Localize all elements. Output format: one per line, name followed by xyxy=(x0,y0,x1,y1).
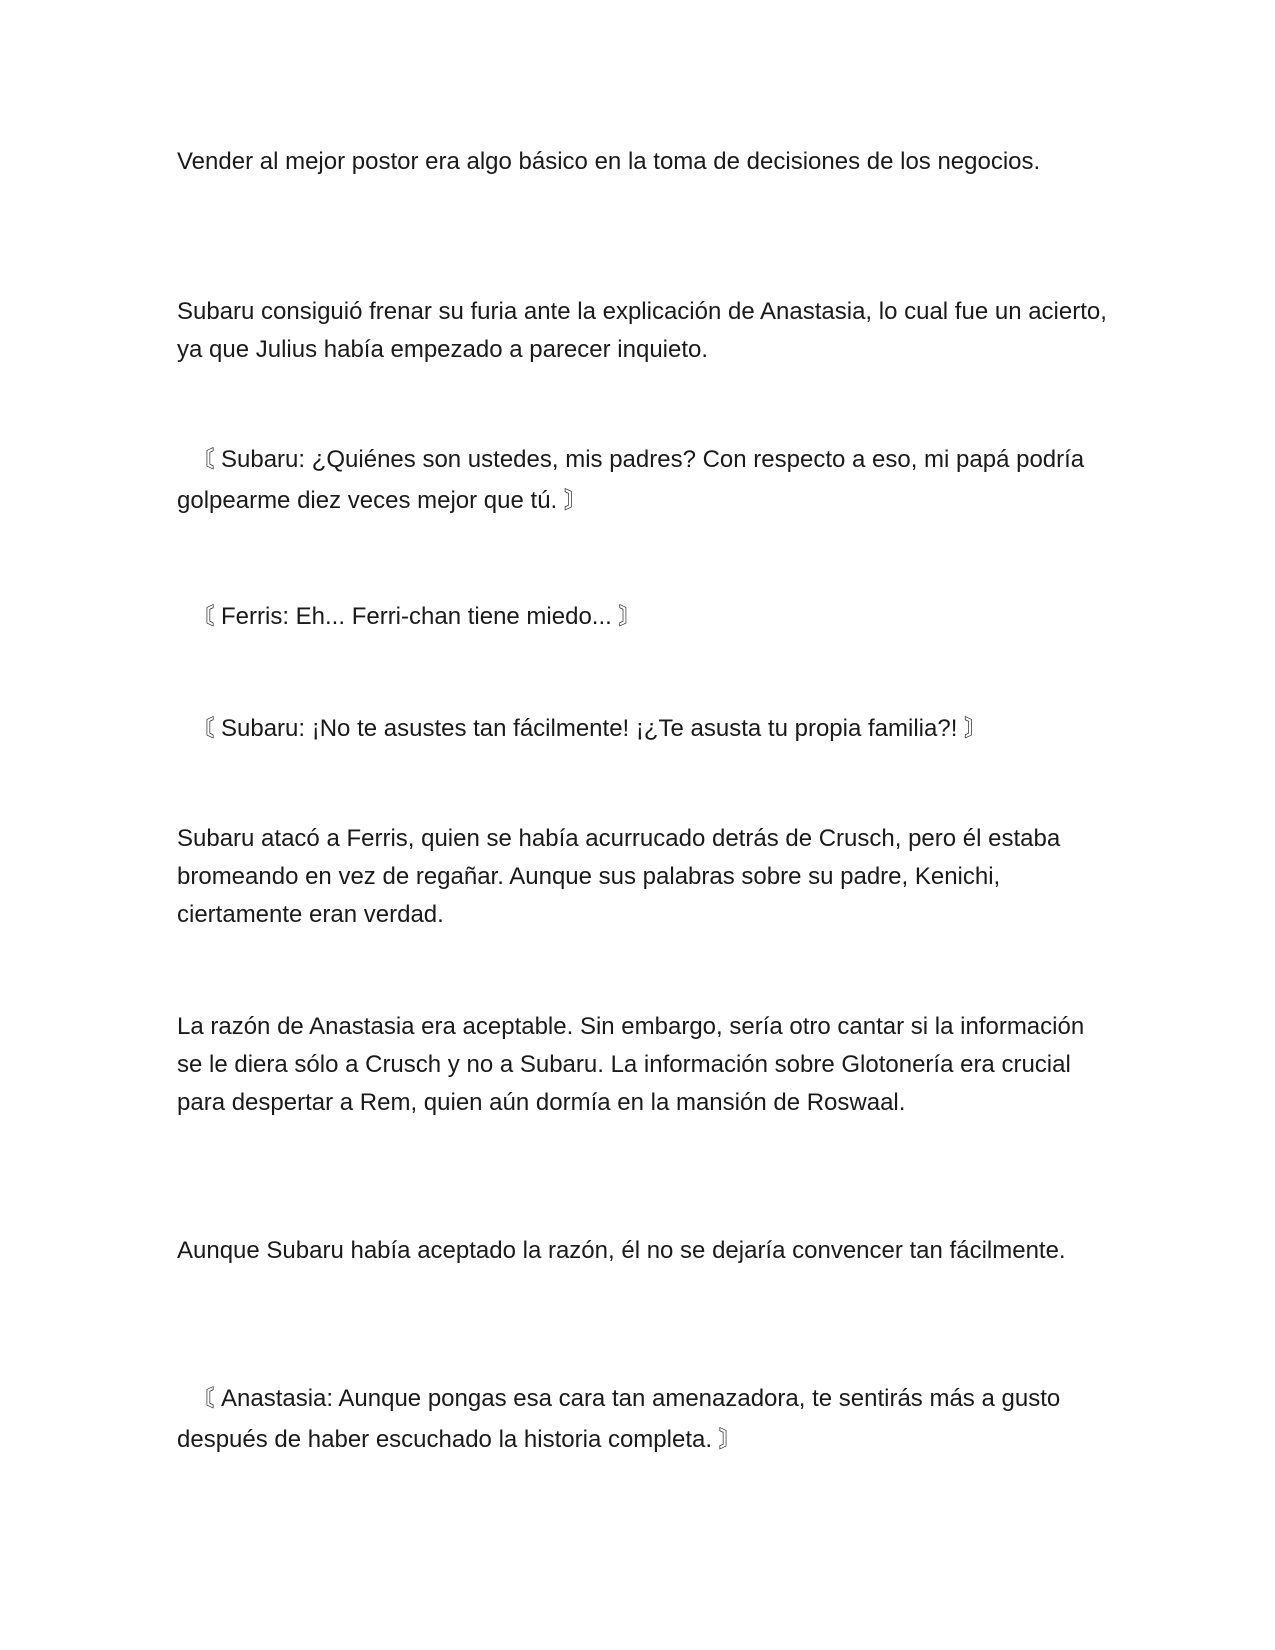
paragraph-1: Vender al mejor postor era algo básico en la toma de decisiones de los negocios. xyxy=(177,148,1041,175)
dialogue-ferris: 〘 Ferris: Eh... Ferri-chan tiene miedo... 〙 xyxy=(177,603,643,630)
paragraph-7: La razón de Anastasia era aceptable. Sin embargo, sería otro cantar si la información se le diera sólo a Crusch y no a Subaru. La información sobre Glotonería era crucial para despertar a Rem, quien aún dormía en la mansión de Roswaal. xyxy=(177,1013,1085,1116)
dialogue-subaru-1: 〘 Subaru: ¿Quiénes son ustedes, mis padres? Con respecto a eso, mi papá podría golpearme diez veces mejor que tú. 〙 xyxy=(177,446,1085,514)
dialogue-anastasia: 〘 Anastasia: Aunque pongas esa cara tan amenazadora, te sentirás más a gusto después de haber escuchado la historia completa. 〙 xyxy=(177,1385,1061,1453)
paragraph-2: Subaru consiguió frenar su furia ante la explicación de Anastasia, lo cual fue un acierto, ya que Julius había empezado a parecer inquieto. xyxy=(177,298,1107,363)
paragraph-8: Aunque Subaru había aceptado la razón, él no se dejaría convencer tan fácilmente. xyxy=(177,1237,1066,1264)
paragraph-6: Subaru atacó a Ferris, quien se había acurrucado detrás de Crusch, pero él estaba bromeando en vez de regañar. Aunque sus palabras sobre su padre, Kenichi, ciertamente eran verdad. xyxy=(177,825,1061,928)
dialogue-subaru-2: 〘 Subaru: ¡No te asustes tan fácilmente! ¡¿Te asusta tu propia familia?! 〙 xyxy=(177,715,989,742)
